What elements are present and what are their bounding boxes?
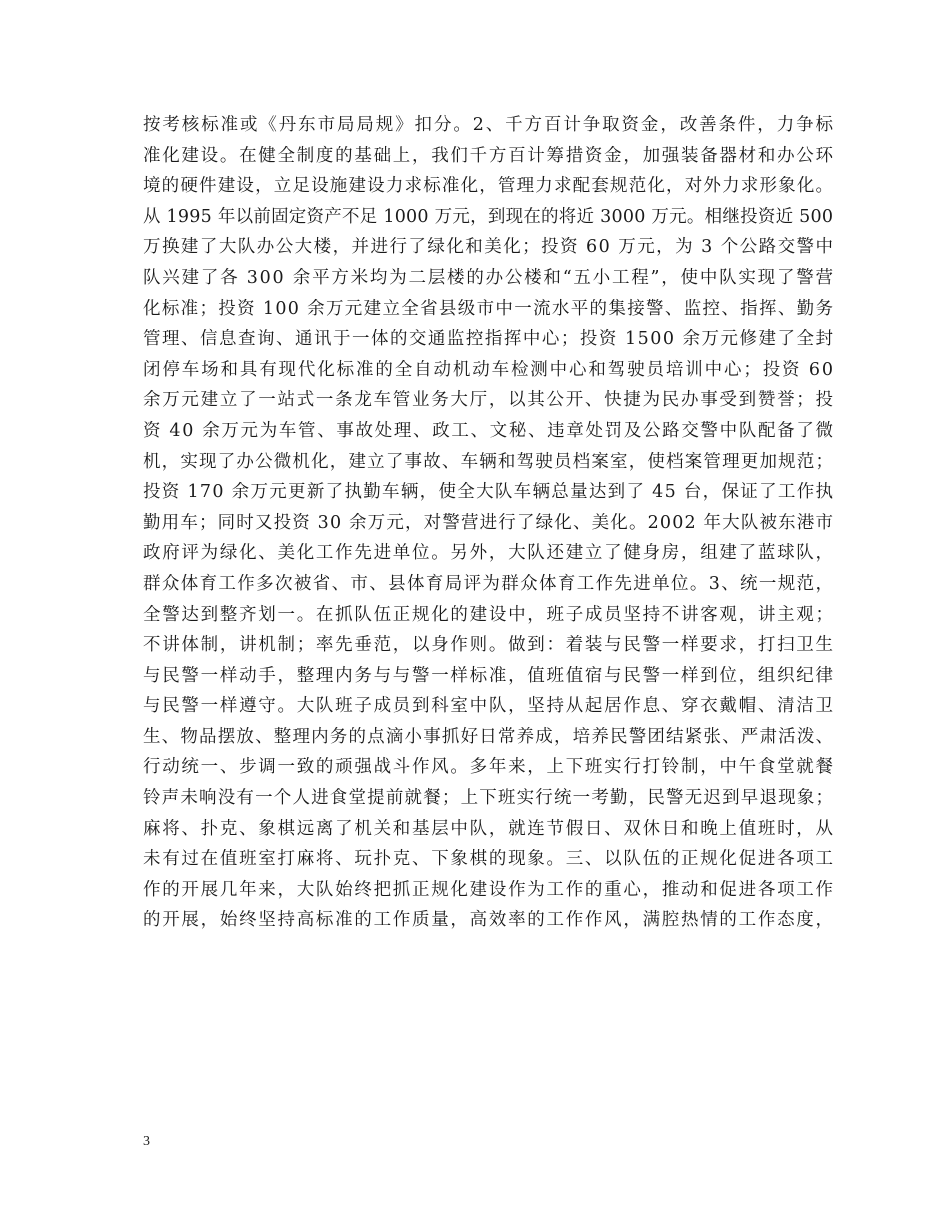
text-line: 不讲体制，讲机制；率先垂范，以身作则。做到：着装与民警一样要求，打扫卫生 — [143, 635, 835, 656]
text-line: 管理、信息查询、通讯于一体的交通监控指挥中心；投资 1500 余万元修建了全封 — [143, 329, 835, 350]
text-line: 资 40 余万元为车管、事故处理、政工、文秘、违章处罚及公路交警中队配备了微 — [143, 420, 835, 441]
text-line: 闭停车场和具有现代化标准的全自动机动车检测中心和驾驶员培训中心；投资 60 — [143, 359, 835, 380]
text-line: 生、物品摆放、整理内务的点滴小事抓好日常养成，培养民警团结紧张、严肃活泼、 — [143, 726, 835, 747]
text-line: 的开展，始终坚持高标准的工作质量，高效率的工作作风，满腔热情的工作态度， — [143, 910, 835, 931]
text-line: 勤用车；同时又投资 30 余万元，对警营进行了绿化、美化。2002 年大队被东港市 — [143, 512, 835, 533]
text-line: 队兴建了各 300 余平方米均为二层楼的办公楼和“五小工程”，使中队实现了警营 — [143, 267, 835, 288]
text-line: 麻将、扑克、象棋远离了机关和基层中队，就连节假日、双休日和晚上值班时，从 — [143, 818, 835, 839]
text-line: 行动统一、步调一致的顽强战斗作风。多年来，上下班实行打铃制，中午食堂就餐 — [143, 757, 835, 778]
text-line: 未有过在值班室打麻将、玩扑克、下象棋的现象。三、以队伍的正规化促进各项工 — [143, 849, 835, 870]
text-line: 万换建了大队办公大楼，并进行了绿化和美化；投资 60 万元，为 3 个公路交警中 — [143, 237, 835, 258]
text-line: 余万元建立了一站式一条龙车管业务大厅，以其公开、快捷为民办事受到赞誉；投 — [143, 390, 835, 411]
text-line: 化标准；投资 100 余万元建立全省县级市中一流水平的集接警、监控、指挥、勤务 — [143, 298, 835, 319]
text-line: 机，实现了办公微机化，建立了事故、车辆和驾驶员档案室，使档案管理更加规范； — [143, 451, 835, 472]
text-line: 铃声未响没有一个人进食堂提前就餐；上下班实行统一考勤，民警无迟到早退现象； — [143, 788, 835, 809]
text-line: 与民警一样动手，整理内务与与警一样标准，值班值宿与民警一样到位，组织纪律 — [143, 665, 835, 686]
text-line: 作的开展几年来，大队始终把抓正规化建设作为工作的重心，推动和促进各项工作 — [143, 879, 835, 900]
page-number: 3 — [143, 1134, 150, 1149]
text-line: 投资 170 余万元更新了执勤车辆，使全大队车辆总量达到了 45 台，保证了工作执 — [143, 482, 835, 503]
text-line: 境的硬件建设，立足设施建设力求标准化，管理力求配套规范化，对外力求形象化。 — [143, 176, 835, 197]
text-line: 全警达到整齐划一。在抓队伍正规化的建设中，班子成员坚持不讲客观，讲主观； — [143, 604, 835, 625]
text-line: 群众体育工作多次被省、市、县体育局评为群众体育工作先进单位。3、统一规范， — [143, 573, 835, 594]
text-line: 从 1995 年以前固定资产不足 1000 万元，到现在的将近 3000 万元。相继投资近 500 — [143, 206, 834, 227]
text-line: 政府评为绿化、美化工作先进单位。另外，大队还建立了健身房，组建了蓝球队， — [143, 543, 835, 564]
text-line: 准化建设。在健全制度的基础上，我们千方百计筹措资金，加强装备器材和办公环 — [143, 145, 835, 166]
text-line: 与民警一样遵守。大队班子成员到科室中队，坚持从起居作息、穿衣戴帽、清洁卫 — [143, 696, 835, 717]
body-text — [143, 110, 833, 936]
text-line: 按考核标准或《丹东市局局规》扣分。2、千方百计争取资金，改善条件，力争标 — [143, 115, 835, 135]
